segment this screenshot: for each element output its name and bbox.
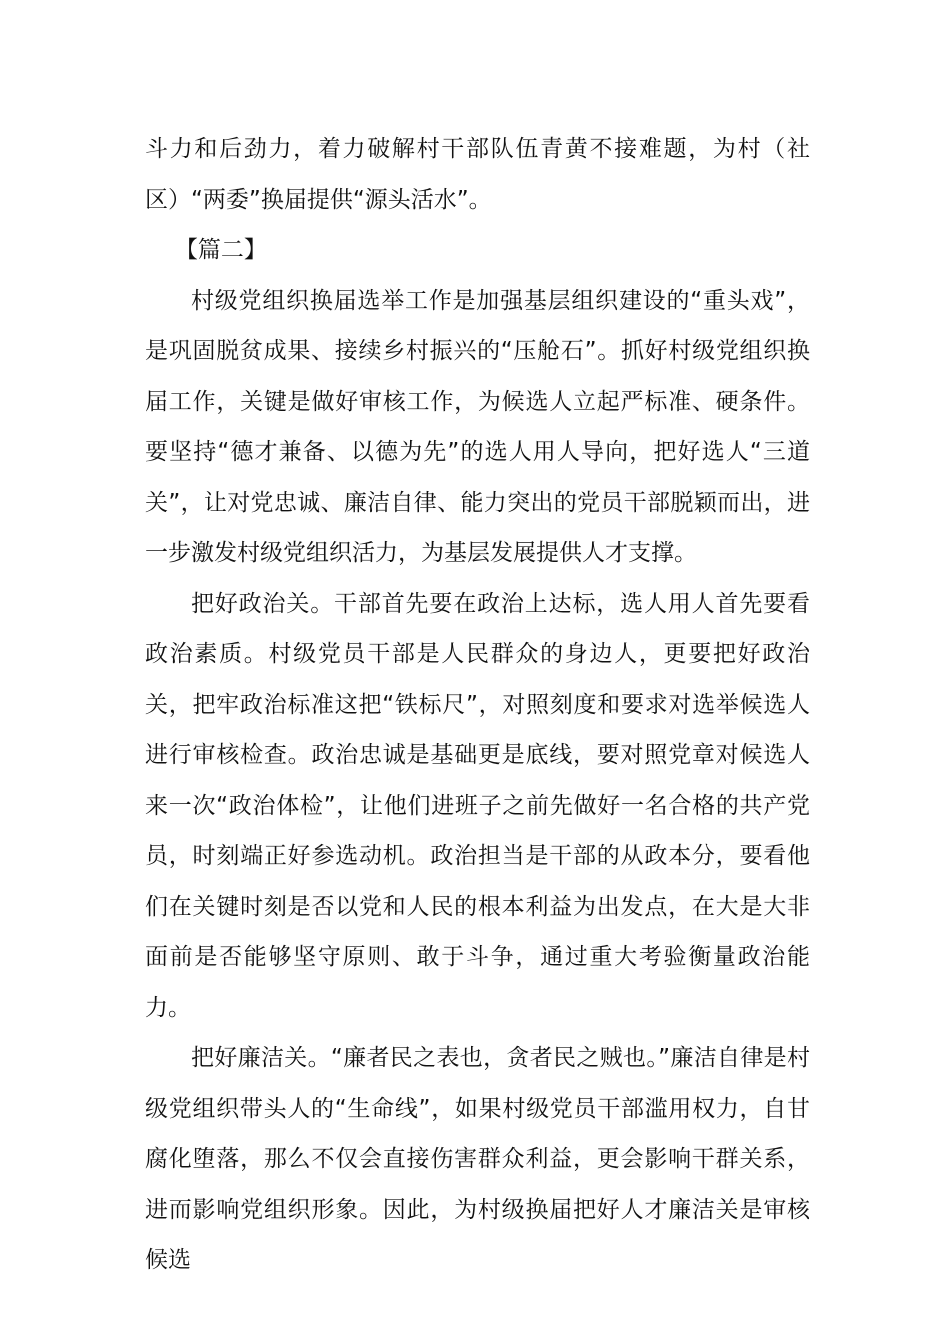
document-body bbox=[145, 124, 810, 1286]
paragraph-continuation: 斗力和后劲力，着力破解村干部队伍青黄不接难题，为村（社区）“两委”换届提供“源头活水”。 bbox=[145, 136, 810, 213]
paragraph-political: 把好政治关。干部首先要在政治上达标，选人用人首先要看政治素质。村级党员干部是人民群众的身边人，更要把好政治关，把牢政治标准这把“铁标尺”，对照刻度和要求对选举候选人进行审核检查。政治忠诚是基础更是底线，要对照党章对候选人来一次“政治体检”，让他们进班子之前先做好一名合格的共产党员，时刻端正好参选动机。政治担当是干部的从政本分，要看他们在关键时刻是否以党和人民的根本利益为出发点，在大是大非面前是否能够坚守原则、敢于斗争，通过重大考验衡量政治能力。 bbox=[145, 590, 810, 1021]
section-heading: 【篇二】 bbox=[174, 237, 267, 263]
paragraph-integrity: 把好廉洁关。“廉者民之表也，贪者民之贼也。”廉洁自律是村级党组织带头人的“生命线”，如果村级党员干部滥用权力，自甘腐化堕落，那么不仅会直接伤害群众利益，更会影响干群关系，进而影响党组织形象。因此，为村级换届把好人才廉洁关是审核候选 bbox=[145, 1045, 810, 1273]
paragraph-intro: 村级党组织换届选举工作是加强基层组织建设的“重头戏”，是巩固脱贫成果、接续乡村振兴的“压舱石”。抓好村级党组织换届工作，关键是做好审核工作，为候选人立起严标准、硬条件。要坚持“德才兼备、以德为先”的选人用人导向，把好选人“三道关”，让对党忠诚、廉洁自律、能力突出的党员干部脱颖而出，进一步激发村级党组织活力，为基层发展提供人才支撑。 bbox=[145, 287, 810, 566]
